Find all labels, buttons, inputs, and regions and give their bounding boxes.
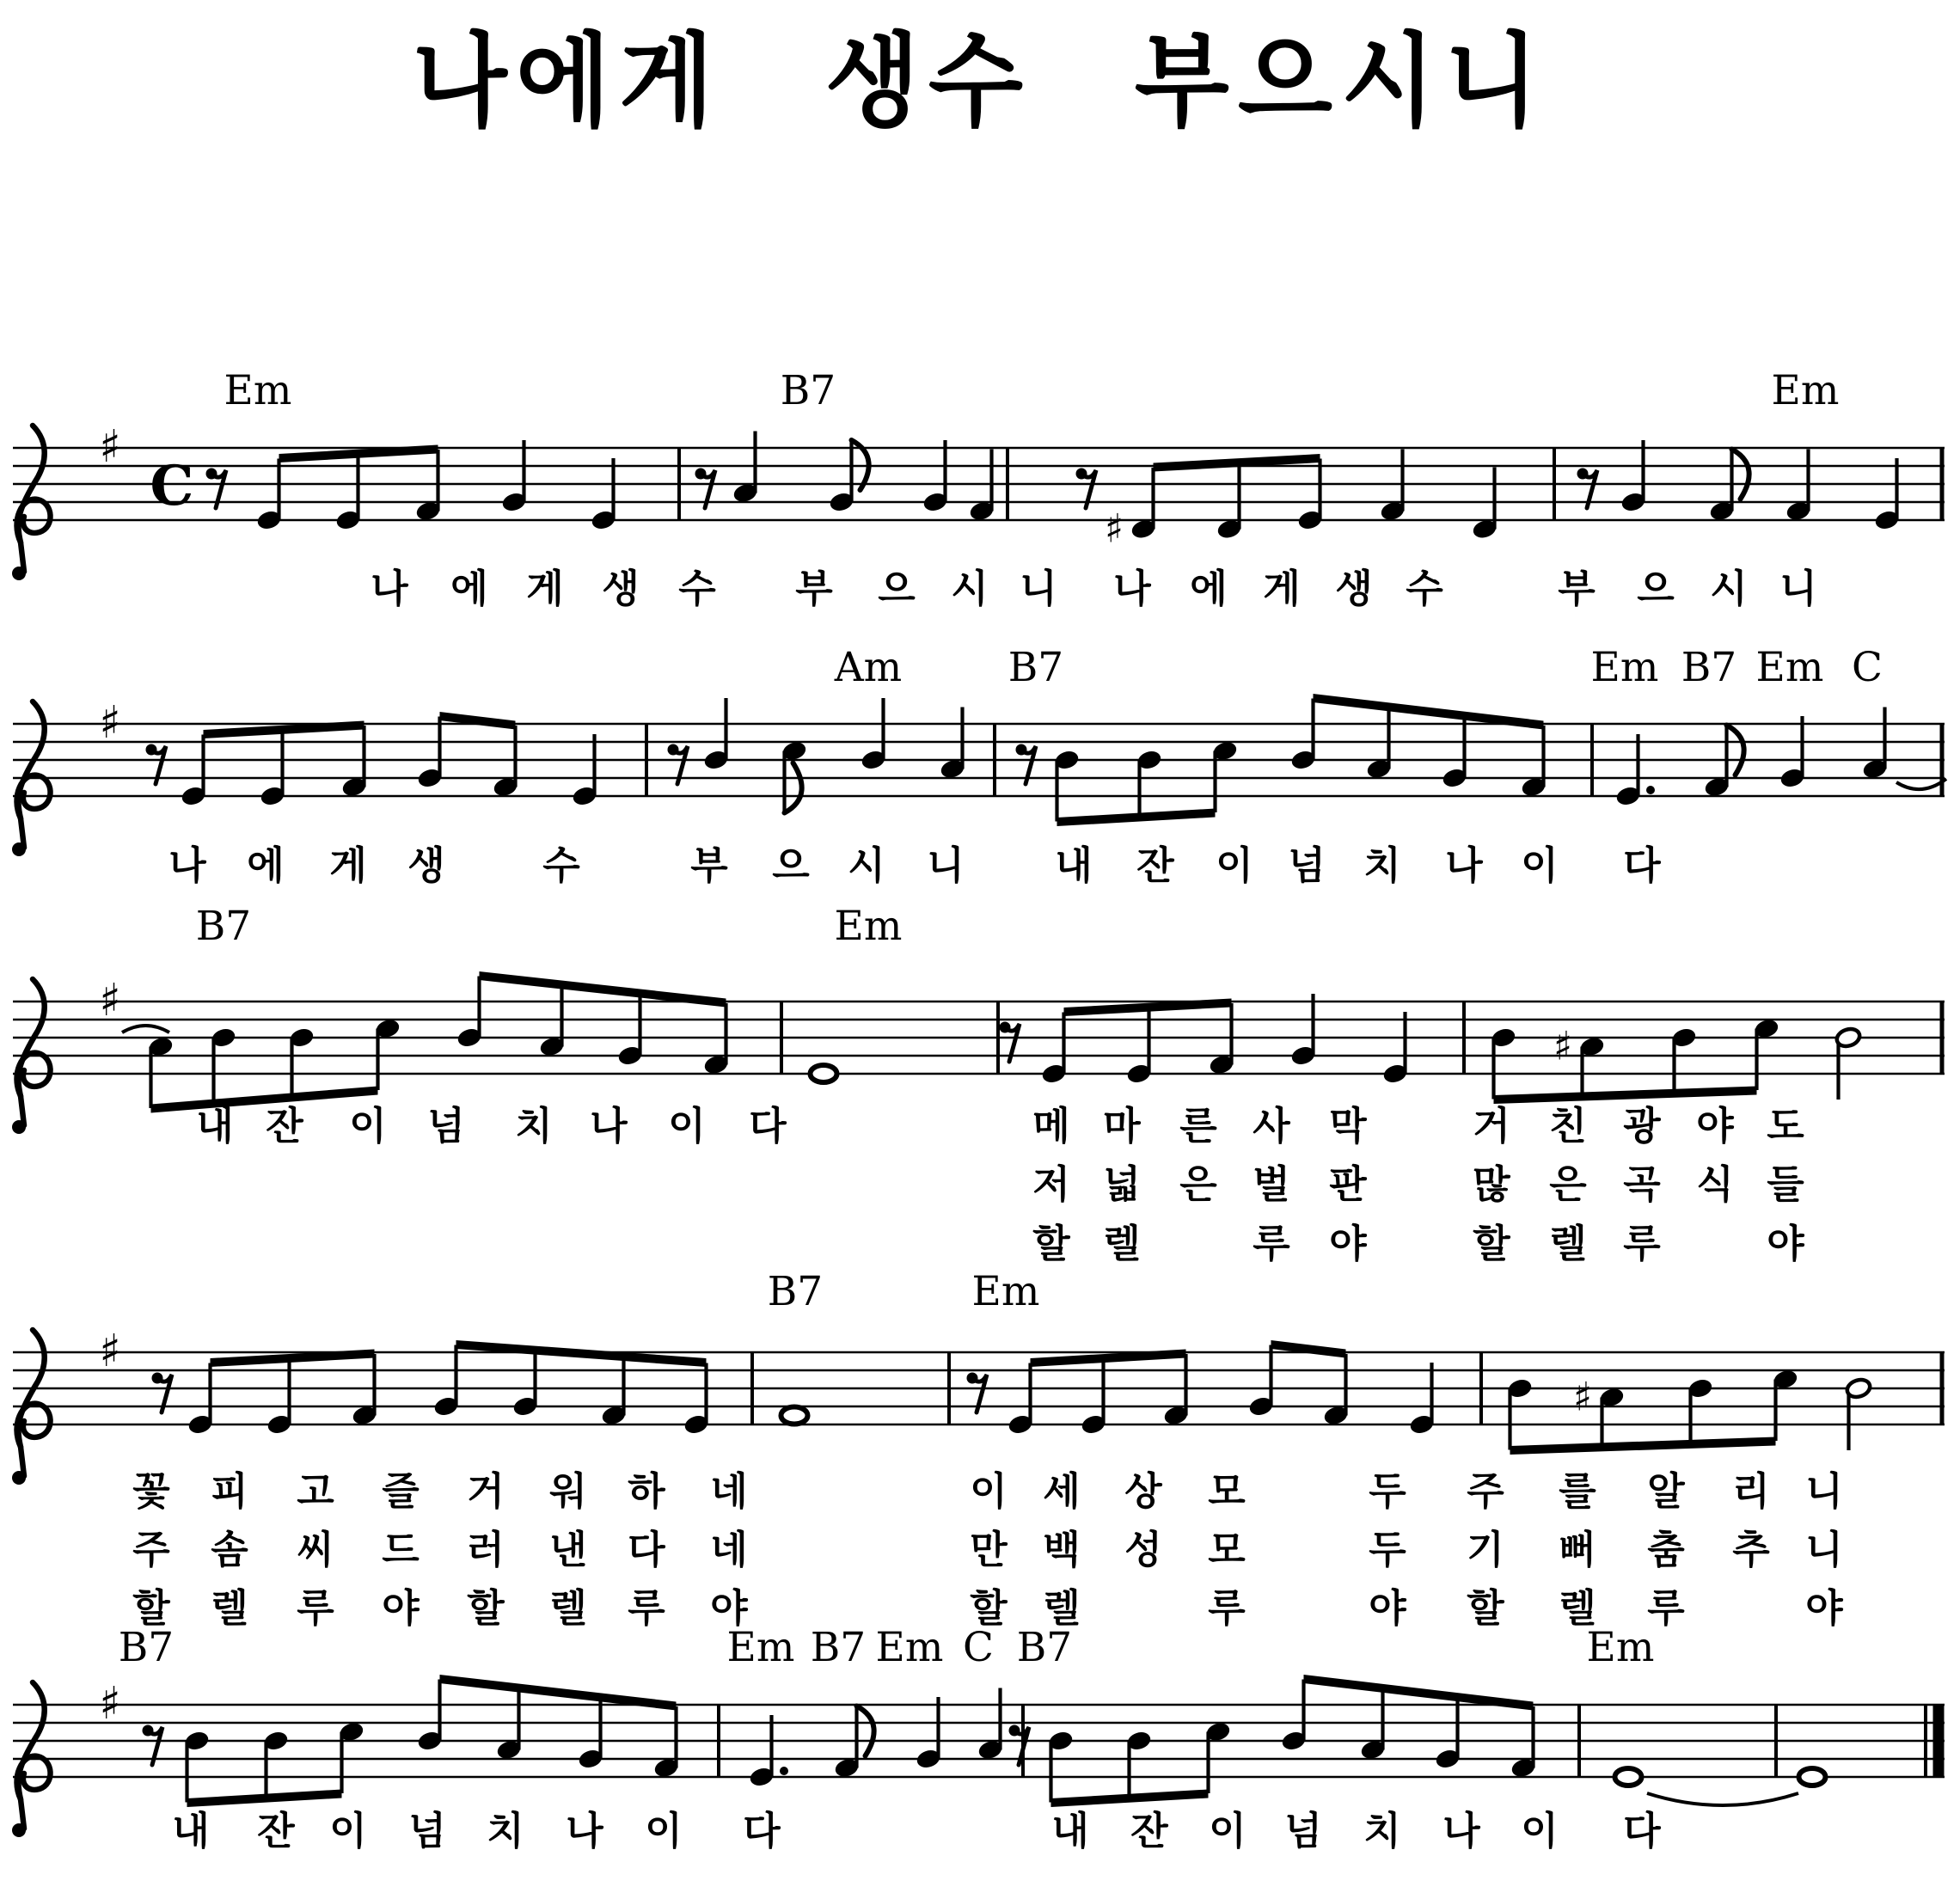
lyric-syllable: 할 <box>970 1585 1008 1631</box>
lyric-syllable: 치 <box>487 1808 524 1853</box>
lyric-syllable: 꽃 <box>132 1468 170 1514</box>
lyric-syllable: 잔 <box>266 1103 303 1149</box>
lyric-syllable: 많 <box>1473 1161 1510 1207</box>
lyric-syllable: 이 <box>349 1103 387 1149</box>
chord-label: C <box>963 1624 994 1671</box>
chord-label: Em <box>1590 644 1659 691</box>
lyric-syllable: 렐 <box>1549 1221 1587 1266</box>
song-title: 나에게 생수 부으시니 <box>412 22 1548 142</box>
lyric-syllable: 다 <box>1623 842 1661 888</box>
lyric-syllable: 이 <box>645 1808 683 1853</box>
lyric-syllable: 수 <box>542 842 580 888</box>
lyric-syllable: 니 <box>1805 1527 1843 1572</box>
treble-clef-icon <box>12 842 26 856</box>
lyric-syllable: 렐 <box>549 1585 587 1631</box>
treble-clef-icon <box>12 1823 26 1837</box>
lyric-syllable: 고 <box>297 1468 334 1514</box>
note-head <box>1615 1768 1642 1786</box>
lyric-syllable: 식 <box>1696 1161 1734 1207</box>
lyric-syllable: 기 <box>1467 1527 1504 1572</box>
lyric-syllable: 내 <box>196 1103 234 1149</box>
lyric-syllable: 른 <box>1179 1103 1217 1149</box>
note-head <box>1845 1377 1872 1400</box>
tie <box>122 1026 169 1032</box>
note-flag <box>785 763 802 813</box>
lyric-syllable: 주 <box>132 1527 170 1572</box>
chord-label: Em <box>971 1268 1040 1315</box>
lyric-syllable: 사 <box>1253 1103 1290 1149</box>
lyric-syllable: 광 <box>1623 1103 1661 1149</box>
lyric-syllable: 나 <box>566 1808 603 1853</box>
note-beam <box>151 1087 378 1113</box>
lyric-syllable: 내 <box>1051 1808 1089 1853</box>
note-beam <box>440 712 516 730</box>
lyric-syllable: 러 <box>467 1527 505 1572</box>
lyric-syllable: 피 <box>211 1468 248 1514</box>
lyric-syllable: 리 <box>1732 1468 1770 1514</box>
lyric-syllable: 에 <box>1190 566 1228 611</box>
lyric-syllable: 게 <box>526 566 564 611</box>
lyric-syllable: 다 <box>1623 1808 1661 1853</box>
chord-label: B7 <box>767 1268 824 1315</box>
lyric-syllable: 마 <box>1103 1103 1141 1149</box>
note-head <box>1799 1768 1826 1786</box>
lyric-syllable: 하 <box>628 1468 665 1514</box>
lyric-syllable: 잔 <box>1130 1808 1168 1853</box>
lyric-syllable: 루 <box>1647 1585 1685 1631</box>
lyric-syllable: 게 <box>329 842 367 888</box>
lyric-syllable: 도 <box>1767 1103 1804 1149</box>
key-signature-sharp: ♯ <box>99 697 121 749</box>
lyric-syllable: 내 <box>1055 842 1093 888</box>
lyric-syllable: 야 <box>710 1585 748 1631</box>
lyric-syllable: 시 <box>848 842 885 888</box>
lyric-syllable: 에 <box>247 842 285 888</box>
lyric-syllable: 두 <box>1369 1527 1406 1572</box>
lyric-syllable: 할 <box>132 1585 170 1631</box>
lyric-syllable: 들 <box>1767 1161 1804 1207</box>
lyric-syllable: 드 <box>382 1527 420 1572</box>
lyric-syllable: 이 <box>1209 1808 1246 1853</box>
lyric-syllable: 이 <box>668 1103 706 1149</box>
note-flag <box>857 1706 874 1756</box>
note-head <box>1834 1026 1862 1049</box>
lyric-syllable: 저 <box>1032 1161 1070 1207</box>
lyric-syllable: 뻐 <box>1559 1527 1596 1572</box>
augmentation-dot <box>780 1767 788 1775</box>
lyric-syllable: 은 <box>1549 1161 1587 1207</box>
treble-clef-icon <box>12 1120 26 1134</box>
lyric-syllable: 상 <box>1124 1468 1162 1514</box>
lyric-syllable: 치 <box>515 1103 553 1149</box>
note-flag <box>1732 450 1749 499</box>
accidental-sharp: ♯ <box>1572 1373 1593 1420</box>
lyric-syllable: 수 <box>1406 566 1443 611</box>
accidental-sharp: ♯ <box>1553 1022 1573 1069</box>
tie <box>1896 779 1946 789</box>
note-head <box>811 1065 837 1082</box>
lyric-syllable: 시 <box>951 566 989 611</box>
lyric-syllable: 니 <box>1779 566 1817 611</box>
lyric-syllable: 렐 <box>211 1585 248 1631</box>
lyric-syllable: 부 <box>690 842 728 888</box>
lyric-syllable: 성 <box>1124 1527 1162 1572</box>
lyric-syllable: 이 <box>1521 1808 1559 1853</box>
note-beam <box>1510 1437 1776 1455</box>
chord-label: B7 <box>810 1624 867 1671</box>
key-signature-sharp: ♯ <box>99 975 121 1026</box>
chord-label: Em <box>875 1624 944 1671</box>
lyric-syllable: 이 <box>1216 842 1253 888</box>
lyric-syllable: 벌 <box>1253 1161 1290 1207</box>
lyric-syllable: 으 <box>772 842 810 888</box>
chord-label: Em <box>1771 367 1840 414</box>
lyric-syllable: 니 <box>1805 1468 1843 1514</box>
chord-label: Em <box>1586 1624 1655 1671</box>
lyric-syllable: 은 <box>1179 1161 1217 1207</box>
chord-label: Em <box>726 1624 795 1671</box>
lyric-syllable: 주 <box>1467 1468 1504 1514</box>
chord-label: B7 <box>118 1624 175 1671</box>
lyric-syllable: 치 <box>1363 1808 1401 1853</box>
chord-label: Am <box>834 644 903 691</box>
lyric-syllable: 춤 <box>1647 1527 1685 1572</box>
lyric-syllable: 할 <box>1032 1221 1070 1266</box>
lyric-syllable: 루 <box>1623 1221 1661 1266</box>
lyric-syllable: 치 <box>1363 842 1401 888</box>
lyric-syllable: 할 <box>467 1585 505 1631</box>
tie <box>1647 1793 1798 1805</box>
lyric-syllable: 할 <box>1467 1585 1504 1631</box>
lyric-syllable: 모 <box>1208 1468 1246 1514</box>
lyric-syllable: 세 <box>1043 1468 1081 1514</box>
lyric-syllable: 두 <box>1369 1468 1406 1514</box>
lyric-syllable: 렐 <box>1103 1221 1141 1266</box>
lyric-syllable: 만 <box>970 1527 1008 1572</box>
lyric-syllable: 네 <box>710 1527 748 1572</box>
lyric-syllable: 수 <box>678 566 716 611</box>
lyric-syllable: 다 <box>743 1808 781 1853</box>
lyric-syllable: 나 <box>1445 842 1483 888</box>
chord-label: B7 <box>780 367 836 414</box>
lyric-syllable: 루 <box>297 1585 334 1631</box>
lyric-syllable: 생 <box>602 566 640 611</box>
lyric-syllable: 잔 <box>257 1808 295 1853</box>
lyric-syllable: 으 <box>878 566 916 611</box>
lyric-syllable: 백 <box>1043 1527 1081 1572</box>
lyric-syllable: 다 <box>749 1103 787 1149</box>
lyric-syllable: 나 <box>168 842 206 888</box>
lyric-syllable: 낸 <box>549 1527 587 1572</box>
chord-label: B7 <box>1008 644 1064 691</box>
lyric-syllable: 잔 <box>1136 842 1174 888</box>
lyric-syllable: 씨 <box>297 1527 334 1572</box>
lyric-syllable: 이 <box>329 1808 367 1853</box>
lyric-syllable: 거 <box>1473 1103 1510 1149</box>
lyric-syllable: 나 <box>371 566 408 611</box>
lyric-syllable: 다 <box>628 1527 665 1572</box>
chord-label: Em <box>1755 644 1824 691</box>
lyric-syllable: 야 <box>1767 1221 1804 1266</box>
lyric-syllable: 렐 <box>1559 1585 1596 1631</box>
chord-label: B7 <box>195 903 252 950</box>
lyric-syllable: 렐 <box>1043 1585 1081 1631</box>
lyric-syllable: 나 <box>1442 1808 1480 1853</box>
lyric-syllable: 생 <box>407 842 445 888</box>
lyric-syllable: 나 <box>590 1103 628 1149</box>
accidental-sharp: ♯ <box>1104 505 1124 552</box>
lyric-syllable: 막 <box>1329 1103 1367 1149</box>
lyric-syllable: 야 <box>1329 1221 1367 1266</box>
lyric-syllable: 할 <box>1473 1221 1510 1266</box>
lyric-syllable: 루 <box>1253 1221 1290 1266</box>
treble-clef-icon <box>12 567 26 580</box>
lyric-syllable: 니 <box>1020 566 1057 611</box>
lyric-syllable: 이 <box>1521 842 1559 888</box>
lyric-syllable: 네 <box>710 1468 748 1514</box>
lyric-syllable: 에 <box>450 566 488 611</box>
lyric-syllable: 워 <box>549 1468 587 1514</box>
lyric-syllable: 넓 <box>1103 1161 1141 1207</box>
lyric-syllable: 부 <box>1558 566 1596 611</box>
augmentation-dot <box>1646 786 1655 794</box>
lyric-syllable: 생 <box>1335 566 1373 611</box>
lyric-syllable: 를 <box>1559 1468 1596 1514</box>
lyric-syllable: 루 <box>1208 1585 1246 1631</box>
key-signature-sharp: ♯ <box>99 1326 121 1377</box>
lyric-syllable: 게 <box>1263 566 1301 611</box>
lyric-syllable: 넘 <box>1288 842 1326 888</box>
lyric-syllable: 이 <box>970 1468 1008 1514</box>
note-beam <box>1057 809 1216 827</box>
note-beam <box>1154 454 1320 472</box>
treble-clef-icon <box>12 1471 26 1485</box>
lyric-syllable: 니 <box>927 842 965 888</box>
lyric-syllable: 판 <box>1329 1161 1367 1207</box>
lyric-syllable: 모 <box>1208 1527 1246 1572</box>
note-beam <box>1271 1340 1346 1358</box>
chord-label: C <box>1852 644 1883 691</box>
lyric-syllable: 야 <box>1805 1585 1843 1631</box>
time-signature: C <box>150 454 194 518</box>
lyric-syllable: 알 <box>1647 1468 1685 1514</box>
lyric-syllable: 루 <box>628 1585 665 1631</box>
lyric-syllable: 친 <box>1549 1103 1587 1149</box>
lyric-syllable: 즐 <box>382 1468 420 1514</box>
lyric-syllable: 추 <box>1732 1527 1770 1572</box>
lyric-syllable: 솜 <box>211 1527 248 1572</box>
lyric-syllable: 으 <box>1637 566 1675 611</box>
lyric-syllable: 나 <box>1113 566 1151 611</box>
note-beam <box>456 1340 707 1367</box>
chord-label: B7 <box>1016 1624 1073 1671</box>
lyric-syllable: 넘 <box>408 1808 446 1853</box>
key-signature-sharp: ♯ <box>99 421 121 473</box>
chord-label: Em <box>224 367 292 414</box>
note-head <box>781 1407 808 1424</box>
lyric-syllable: 시 <box>1710 566 1748 611</box>
chord-label: Em <box>834 903 903 950</box>
lyric-syllable: 야 <box>1369 1585 1406 1631</box>
key-signature-sharp: ♯ <box>99 1678 121 1730</box>
lyric-syllable: 거 <box>467 1468 505 1514</box>
lyric-syllable: 넘 <box>427 1103 465 1149</box>
chord-label: B7 <box>1681 644 1737 691</box>
note-flag <box>1727 726 1744 775</box>
lyric-syllable: 메 <box>1032 1103 1070 1149</box>
lyric-syllable: 내 <box>172 1808 210 1853</box>
note-beam <box>1494 1087 1757 1105</box>
lyric-syllable: 넘 <box>1284 1808 1322 1853</box>
lyric-syllable: 야 <box>1696 1103 1734 1149</box>
lyric-syllable: 부 <box>795 566 833 611</box>
lyric-syllable: 곡 <box>1623 1161 1661 1207</box>
lyric-syllable: 야 <box>382 1585 420 1631</box>
